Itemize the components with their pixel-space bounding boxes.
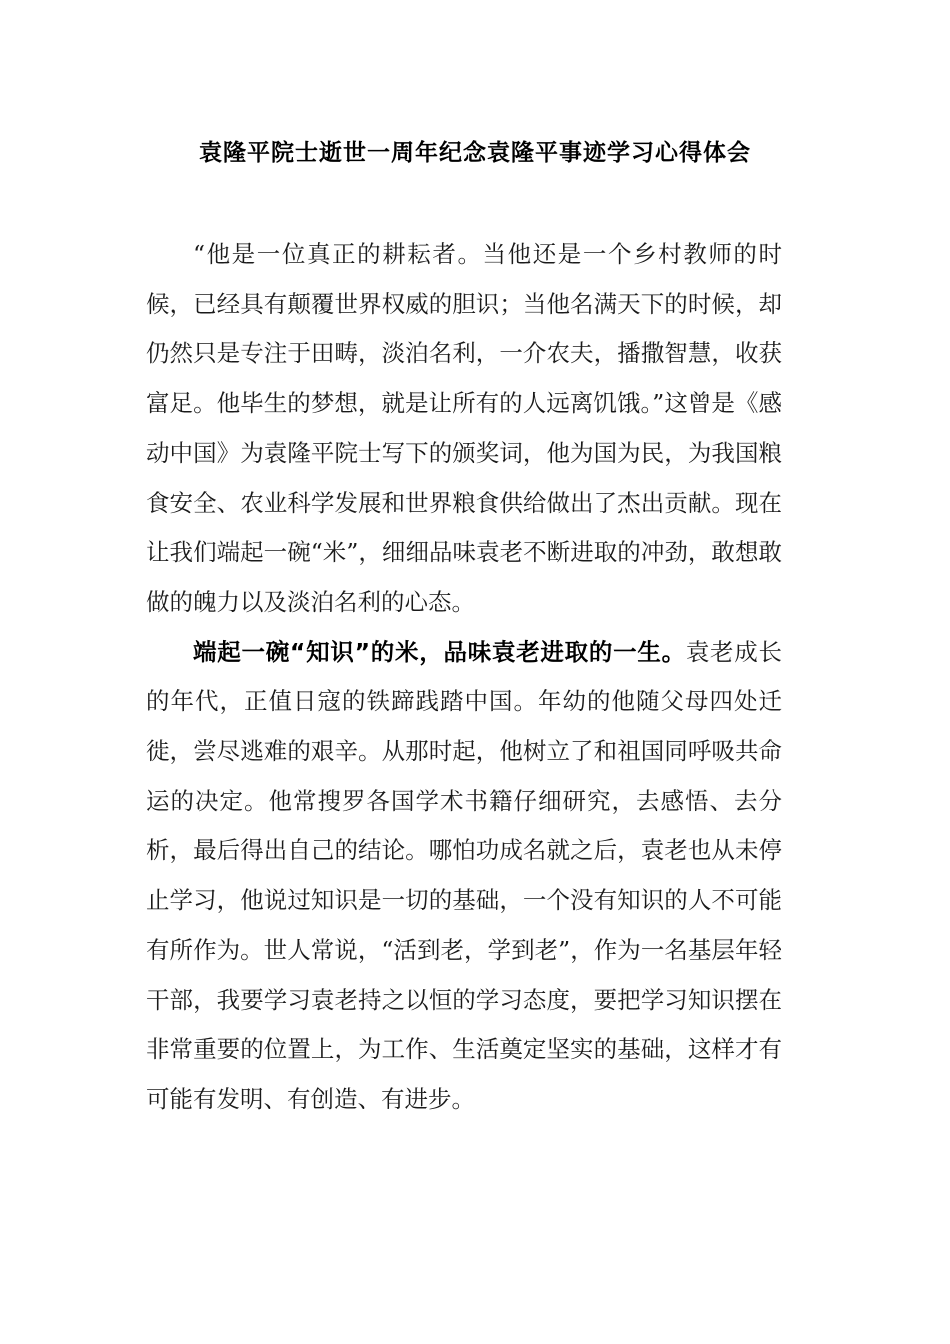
document-body [146, 230, 782, 1125]
document-title: 袁隆平院士逝世一周年纪念袁隆平事迹学习心得体会 [199, 140, 751, 166]
paragraph-1-text: “他是一位真正的耕耘者。当他还是一个乡村教师的时候，已经具有颠覆世界权威的胆识；当他名满天下的时候，却仍然只是专注于田畴，淡泊名利，一介农夫，播撒智慧，收获富足。他毕生的梦想，就是让所有的人远离饥饿。”这曾是《感动中国》为袁隆平院士写下的颁奖词，他为国为民，为我国粮食安全、农业科学发展和世界粮食供给做出了杰出贡献。现在让我们端起一碗“米”，细细品味袁老不断进取的冲劲，敢想敢做的魄力以及淡泊名利的心态。 [146, 240, 782, 616]
paragraph-2 [146, 628, 782, 1125]
paragraph-1 [146, 230, 782, 628]
paragraph-2-lead: 端起一碗“知识”的米，品味袁老进取的一生。 [193, 637, 686, 666]
paragraph-2-text: 袁老成长的年代，正值日寇的铁蹄践踏中国。年幼的他随父母四处迁徙，尝尽逃难的艰辛。从那时起，他树立了和祖国同呼吸共命运的决定。他常搜罗各国学术书籍仔细研究，去感悟、去分析，最后得出自己的结论。哪怕功成名就之后，袁老也从未停止学习，他说过知识是一切的基础，一个没有知识的人不可能有所作为。世人常说，“活到老，学到老”，作为一名基层年轻干部，我要学习袁老持之以恒的学习态度，要把学习知识摆在非常重要的位置上，为工作、生活奠定坚实的基础，这样才有可能有发明、有创造、有进步。 [146, 637, 783, 1113]
